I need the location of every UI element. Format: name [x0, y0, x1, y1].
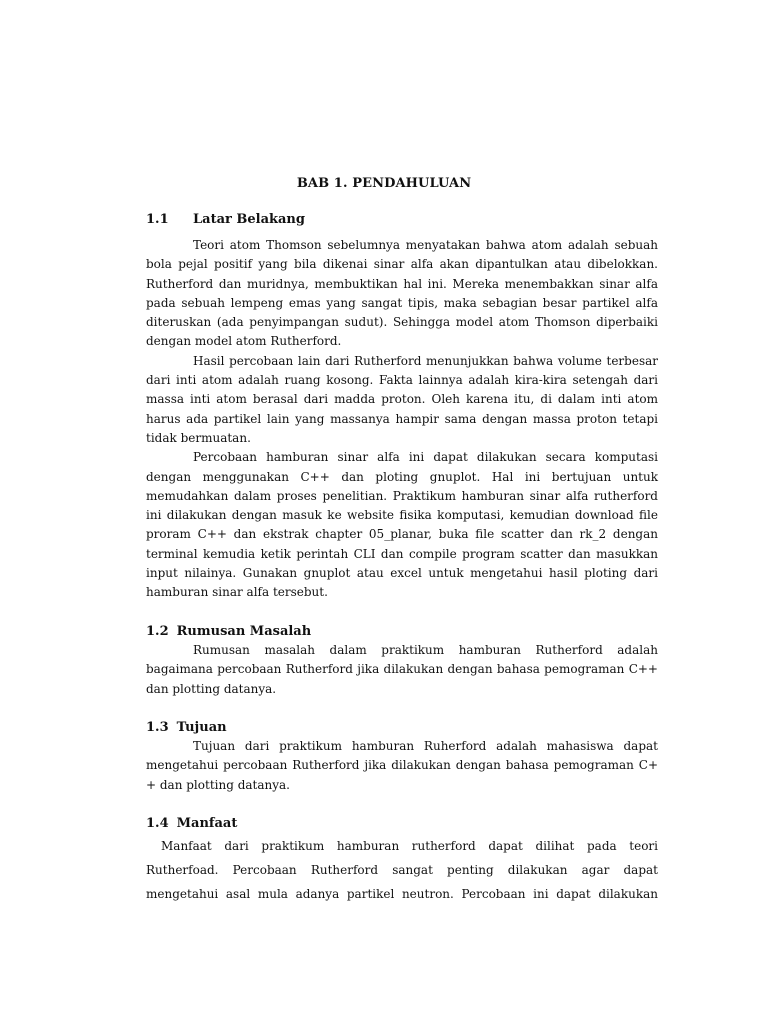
text-line: bagaimana percobaan Rutherford jika dilakukan dengan bahasa pemograman C++ — [146, 662, 658, 677]
text-line: terminal kemudia ketik perintah CLI dan compile program scatter dan masukkan — [146, 546, 658, 561]
section-number: 1.1 — [146, 212, 169, 227]
section-number: 1.2 — [146, 624, 169, 639]
text-line: Manfaat dari praktikum hamburan rutherford dapat dilihat pada teori — [161, 839, 658, 853]
section-body-1-2 — [146, 641, 658, 699]
section-body-1-4 — [146, 834, 658, 906]
text-line: hamburan sinar alfa tersebut. — [146, 585, 328, 600]
text-line: mengetahui percobaan Rutherford jika dilakukan dengan bahasa pemograman C+ — [146, 758, 658, 773]
text-line: Teori atom Thomson sebelumnya menyatakan bahwa atom adalah sebuah — [193, 238, 658, 252]
text-line: harus ada partikel lain yang massanya hampir sama dengan massa proton tetapi — [146, 411, 658, 426]
section-title: Manfaat — [176, 816, 238, 831]
text-line: input nilainya. Gunakan gnuplot atau excel untuk mengetahui hasil ploting dari — [146, 566, 658, 581]
text-line: diteruskan (ada penyimpangan sudut). Sehingga model atom Thomson diperbaiki — [146, 315, 658, 330]
section-heading-1-3 — [146, 720, 227, 735]
section-body-1-3 — [146, 737, 658, 795]
section-title: Latar Belakang — [193, 212, 305, 227]
paragraph — [146, 737, 658, 795]
paragraph — [146, 834, 658, 906]
section-number: 1.4 — [146, 816, 169, 831]
text-line: tidak bermuatan. — [146, 430, 251, 445]
text-line: Hasil percobaan lain dari Rutherford menunjukkan bahwa volume terbesar — [193, 353, 658, 368]
text-line: ini dilakukan dengan masuk ke website fisika komputasi, kemudian download file — [146, 508, 658, 523]
text-line: mengetahui asal mula adanya partikel neutron. Percobaan ini dapat dilakukan — [146, 887, 658, 901]
text-line: dan plotting datanya. — [146, 681, 277, 696]
text-line: dari inti atom adalah ruang kosong. Fakta lainnya adalah kira-kira setengah dari — [146, 373, 658, 388]
text-line: Rutherfoad. Percobaan Rutherford sangat penting dilakukan agar dapat — [146, 863, 658, 877]
text-line: Tujuan dari praktikum hamburan Ruherford adalah mahasiswa dapat — [193, 739, 658, 753]
text-line: Rutherford dan muridnya, membuktikan hal ini. Mereka menembakkan sinar alfa — [146, 276, 658, 291]
text-line: pada sebuah lempeng emas yang sangat tipis, maka sebagian besar partikel alfa — [146, 295, 658, 310]
text-line: + dan plotting datanya. — [146, 777, 290, 792]
section-title: Tujuan — [176, 720, 227, 735]
text-line: Rumusan masalah dalam praktikum hamburan Rutherford adalah — [193, 643, 658, 657]
text-line: Percobaan hamburan sinar alfa ini dapat dilakukan secara komputasi — [193, 450, 658, 465]
section-heading-1-4 — [146, 816, 237, 831]
paragraph — [146, 352, 658, 448]
section-heading-1-1 — [146, 212, 305, 227]
text-line: memudahkan dalam proses penelitian. Praktikum hamburan sinar alfa rutherford — [146, 488, 658, 503]
chapter-title: BAB 1. PENDAHULUAN — [296, 176, 472, 191]
section-body-1-1 — [146, 236, 658, 603]
text-line: dengan menggunakan C++ dan ploting gnuplot. Hal ini bertujuan untuk — [146, 469, 658, 484]
paragraph — [146, 641, 658, 699]
text-line: massa inti atom berasal dari madda proton. Oleh karena itu, di dalam inti atom — [146, 392, 658, 407]
section-title: Rumusan Masalah — [176, 624, 312, 639]
section-heading-1-2 — [146, 624, 311, 639]
paragraph — [146, 448, 658, 602]
paragraph — [146, 236, 658, 352]
text-line: proram C++ dan ekstrak chapter 05_planar, buka file scatter dan rk_2 dengan — [146, 527, 658, 542]
section-number: 1.3 — [146, 720, 169, 735]
text-line: bola pejal positif yang bila dikenai sinar alfa akan dipantulkan atau dibelokkan. — [146, 257, 658, 272]
text-line: dengan model atom Rutherford. — [146, 334, 342, 349]
